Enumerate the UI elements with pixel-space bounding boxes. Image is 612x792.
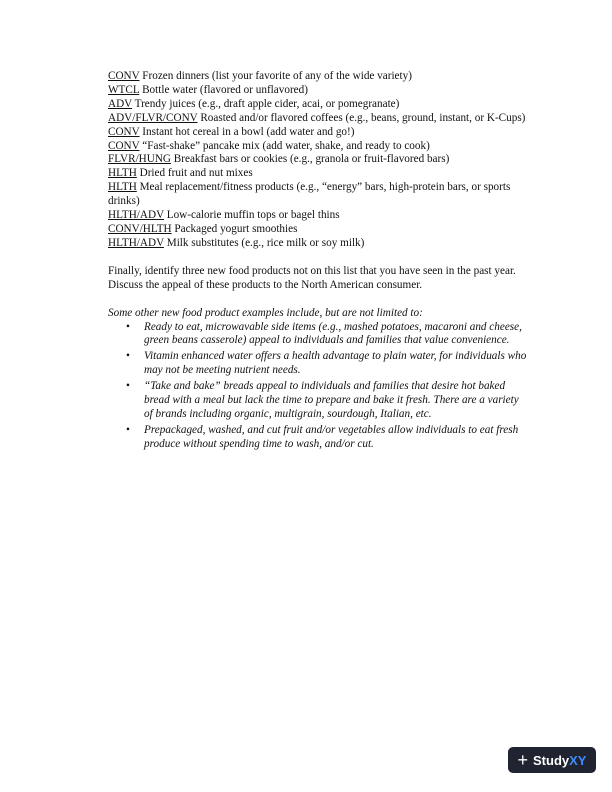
example-item <box>126 423 528 452</box>
list-item <box>108 223 528 237</box>
list-item <box>108 70 528 84</box>
category-code: WTCL <box>108 83 140 96</box>
bullet-icon: • <box>126 423 130 436</box>
examples-intro: Some other new food product examples include, but are not limited to: <box>108 306 423 319</box>
item-text: Breakfast bars or cookies (e.g., granola or fruit-flavored bars) <box>171 153 450 166</box>
item-text: Instant hot cereal in a bowl (add water and go!) <box>139 125 355 138</box>
studyxy-badge[interactable] <box>508 747 596 773</box>
example-text: Ready to eat, microwavable side items (e.g., mashed potatoes, macaroni and cheese, green beans casserole) appeal to individuals and families that value convenience. <box>144 320 522 347</box>
list-item <box>108 112 528 126</box>
item-text: Dried fruit and nut mixes <box>136 167 253 180</box>
bullet-icon: • <box>126 350 130 363</box>
list-item <box>108 98 528 112</box>
bullet-icon: • <box>126 320 130 333</box>
item-text: Meal replacement/fitness products (e.g., “energy” bars, high-protein bars, or sports drinks) <box>108 181 511 208</box>
list-item <box>108 153 528 167</box>
category-code: ADV <box>108 97 133 110</box>
list-item <box>108 181 528 209</box>
example-item <box>126 350 528 378</box>
category-code: CONV <box>108 125 140 138</box>
list-item <box>108 237 528 251</box>
example-text: Vitamin enhanced water offers a health advantage to plain water, for individuals who may not be meeting nutrient needs. <box>144 350 527 377</box>
item-text: Roasted and/or flavored coffees (e.g., beans, ground, instant, or K-Cups) <box>197 111 526 124</box>
category-code: HLTH/ADV <box>108 236 164 249</box>
item-text: Milk substitutes (e.g., rice milk or soy milk) <box>163 236 365 249</box>
item-text: Trendy juices (e.g., draft apple cider, acai, or pomegranate) <box>132 97 400 110</box>
category-code: HLTH <box>108 181 137 194</box>
category-code: CONV <box>108 139 140 152</box>
list-item <box>108 167 528 181</box>
examples-list <box>108 321 528 452</box>
product-list <box>108 70 528 251</box>
category-code: FLVR/HUNG <box>108 153 171 166</box>
brand-main: Study <box>533 752 570 768</box>
studyxy-logo <box>533 753 586 768</box>
list-item <box>108 209 528 223</box>
bullet-icon: • <box>126 380 130 393</box>
document-body <box>108 70 528 454</box>
plus-icon: + <box>517 750 529 770</box>
example-item <box>126 380 528 422</box>
item-text: Bottle water (flavored or unflavored) <box>139 83 308 96</box>
example-item <box>126 320 528 349</box>
category-code: CONV <box>108 70 140 82</box>
list-item <box>108 126 528 140</box>
list-item <box>108 84 528 98</box>
item-text: Low-calorie muffin tops or bagel thins <box>163 209 340 222</box>
item-text: Frozen dinners (list your favorite of any of the wide variety) <box>139 70 412 82</box>
example-text: Prepackaged, washed, and cut fruit and/or vegetables allow individuals to eat fresh produce without spending time to wash, and/or cut. <box>144 423 519 450</box>
category-code: HLTH/ADV <box>108 209 164 222</box>
finally-paragraph: Finally, identify three new food products not on this list that you have seen in the past year. Discuss the appeal of these products to the North American consumer. <box>108 264 516 291</box>
item-text: “Fast-shake” pancake mix (add water, shake, and ready to cook) <box>139 139 430 152</box>
category-code: CONV/HLTH <box>108 222 172 235</box>
example-text: “Take and bake” breads appeal to individuals and families that desire hot baked bread with a meal but lack the time to prepare and bake it fresh. There are a variety of brands including organic, multigrain, sourdough, Italian, etc. <box>144 380 519 420</box>
category-code: HLTH <box>108 167 137 180</box>
category-code: ADV/FLVR/CONV <box>108 111 198 124</box>
item-text: Packaged yogurt smoothies <box>171 222 298 235</box>
brand-accent: XY <box>569 752 587 768</box>
list-item <box>108 140 528 154</box>
